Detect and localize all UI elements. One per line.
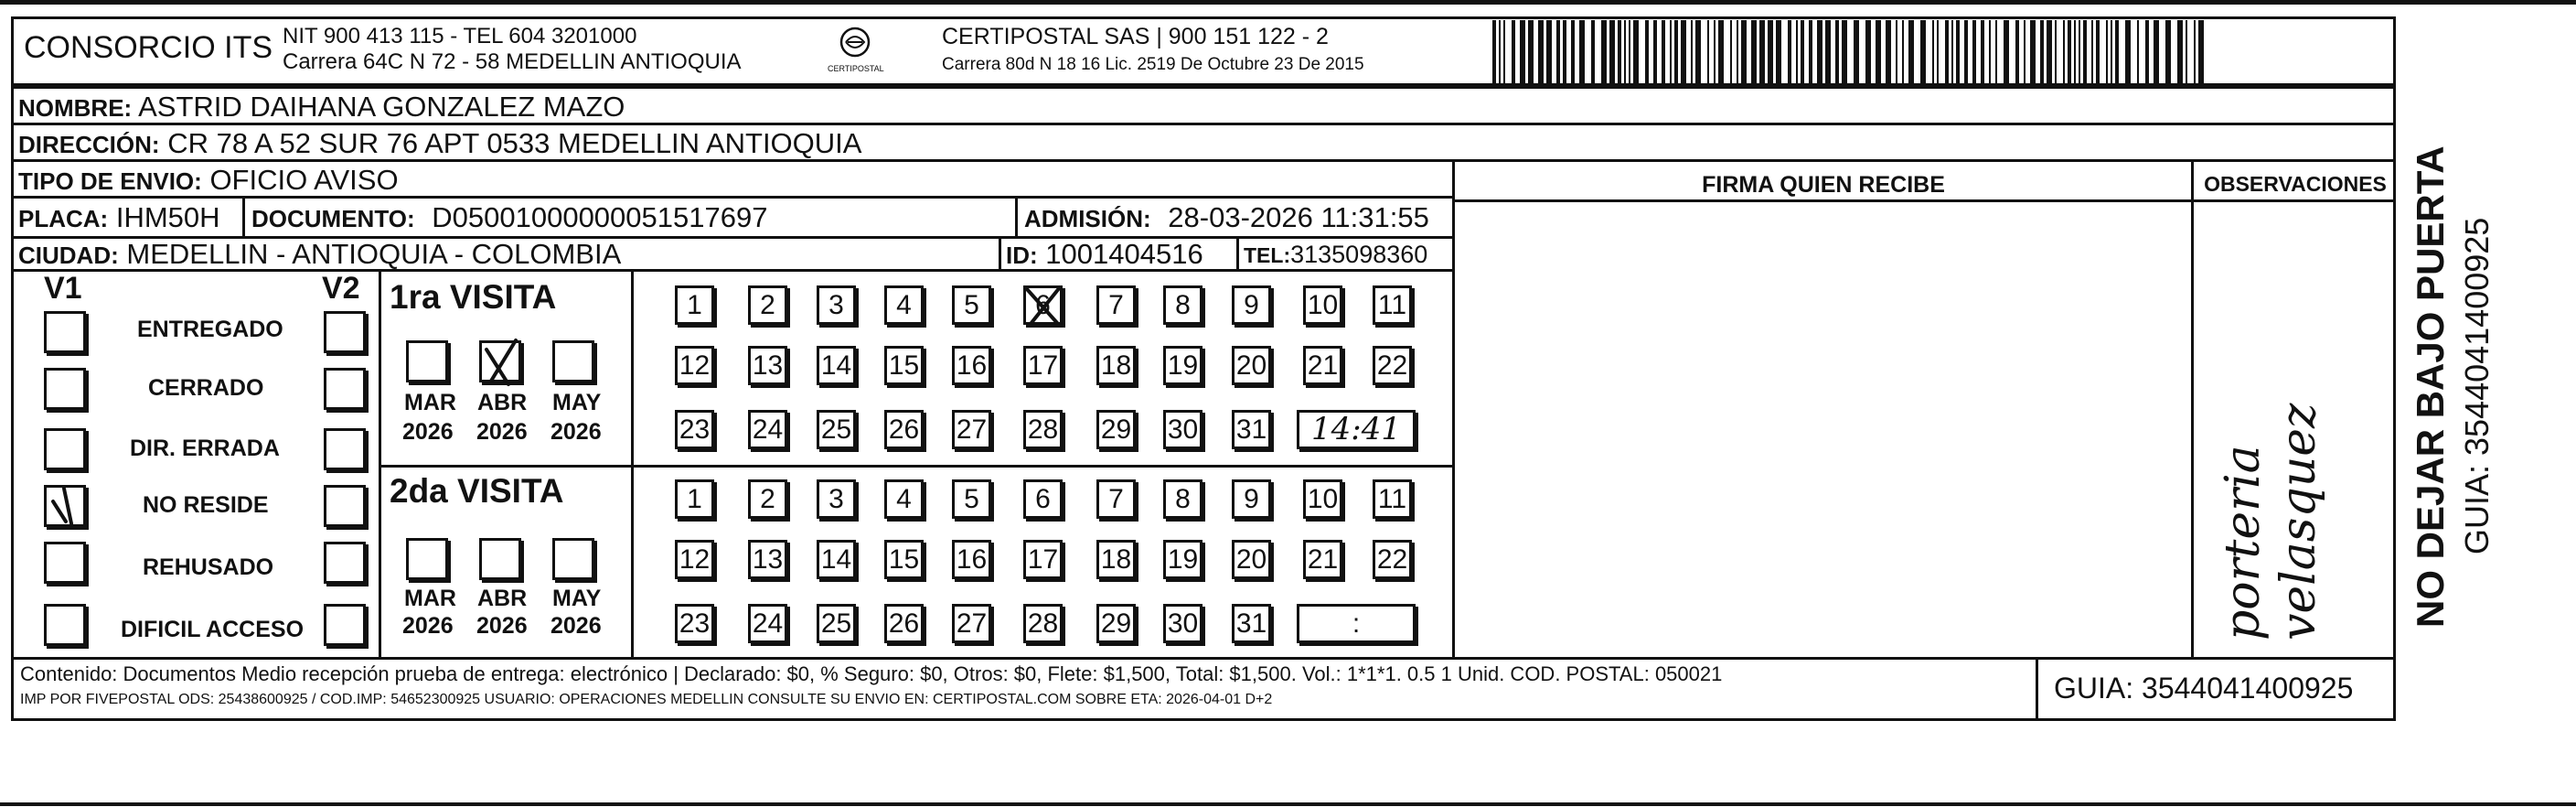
barcode-bar	[1896, 20, 1897, 84]
visita1-day-27-box[interactable]: 27	[952, 410, 991, 449]
barcode-bar	[1809, 20, 1812, 84]
barcode-bar	[2177, 20, 2183, 84]
col-obs-left	[2191, 161, 2194, 659]
no-dejar-bajo-puerta: NO DEJAR BAJO PUERTA	[2409, 145, 2452, 628]
visita2-day-26-box[interactable]: 26	[884, 604, 924, 643]
barcode-bar	[1937, 20, 1939, 84]
v2-rehusado-checkbox[interactable]	[324, 542, 366, 584]
visita1-time-box[interactable]: 14:41	[1297, 410, 1416, 449]
barcode-bar	[1989, 20, 1991, 84]
barcode-bar	[1591, 20, 1595, 84]
col-placa	[242, 198, 245, 238]
visita1-day-12-box[interactable]: 12	[675, 346, 714, 385]
visita1-day-31-box[interactable]: 31	[1232, 410, 1271, 449]
barcode-bar	[1624, 20, 1626, 84]
visita2-month-mar: MAR	[404, 586, 456, 611]
visita1-day-7-box[interactable]: 7	[1096, 285, 1136, 325]
visita1-day-9-box[interactable]: 9	[1232, 285, 1271, 325]
barcode-bar	[1618, 20, 1621, 84]
barcode-bar	[1759, 20, 1765, 84]
col-id	[999, 238, 1001, 271]
visita2-day-19-box[interactable]: 19	[1163, 540, 1202, 579]
col-footer-guia	[2036, 659, 2038, 721]
visita1-day-30-box[interactable]: 30	[1163, 410, 1202, 449]
visita1-mar-checkbox[interactable]	[406, 340, 448, 382]
barcode-bar	[2015, 20, 2019, 84]
no-reside-label: NO RESIDE	[143, 492, 269, 518]
visita2-day-1-box[interactable]: 1	[675, 479, 714, 519]
barcode-bar	[1932, 20, 1934, 84]
visita1-may-checkbox[interactable]	[552, 340, 594, 382]
side-guia: GUIA: 3544041400925	[2458, 217, 2496, 554]
barcode-bar	[1499, 20, 1501, 84]
visita2-day-3-box[interactable]: 3	[817, 479, 856, 519]
visita1-month-mar: MAR	[404, 390, 456, 415]
visita2-month-may: MAY	[552, 586, 602, 611]
direccion-value: CR 78 A 52 SUR 76 APT 0533 MEDELLIN ANTIOQUIA	[167, 127, 862, 159]
visita2-abr-checkbox[interactable]	[479, 538, 521, 580]
visita2-day-28-box[interactable]: 28	[1023, 604, 1063, 643]
ciudad-row	[18, 238, 621, 271]
visita2-day-13-box[interactable]: 13	[748, 540, 787, 579]
visita2-mar-checkbox[interactable]	[406, 538, 448, 580]
id-label: ID:	[1006, 242, 1038, 269]
dir-errada-label: DIR. ERRADA	[130, 436, 280, 461]
barcode-bar	[1714, 20, 1716, 84]
visita1-title: 1ra VISITA	[390, 278, 557, 316]
barcode-bar	[1956, 20, 1960, 84]
visita1-year-may: 2026	[550, 419, 602, 445]
visita2-day-17-box[interactable]: 17	[1023, 540, 1063, 579]
v1-dir-errada-checkbox[interactable]	[44, 428, 86, 470]
visita2-day-29-box[interactable]: 29	[1096, 604, 1136, 643]
barcode-bar	[1579, 20, 1585, 84]
visita2-day-31-box[interactable]: 31	[1232, 604, 1271, 643]
barcode-bar	[1601, 20, 1607, 84]
visita1-day-24-box[interactable]: 24	[748, 410, 787, 449]
nombre-value: ASTRID DAIHANA GONZALEZ MAZO	[138, 91, 625, 123]
barcode-bar	[2186, 20, 2187, 84]
barcode-bar	[1492, 20, 1496, 84]
barcode-bar	[2074, 20, 2076, 84]
certipostal-logo-text: CERTIPOSTAL	[828, 64, 884, 73]
documento-value: D05001000000051517697	[432, 201, 768, 233]
visita1-day-15-box[interactable]: 15	[884, 346, 924, 385]
nombre-row	[18, 91, 625, 124]
barcode-bar	[1945, 20, 1949, 84]
barcode-bar	[2115, 20, 2119, 84]
v1-label: V1	[44, 271, 82, 306]
barcode-bar	[1718, 20, 1724, 84]
barcode-bar	[1972, 20, 1976, 84]
top-border	[0, 0, 2576, 5]
visita1-day-1-box[interactable]: 1	[675, 285, 714, 325]
visita1-day-6-box[interactable]: 6	[1023, 285, 1063, 325]
v1-dificil-acceso-checkbox[interactable]	[44, 604, 86, 646]
firma-header: FIRMA QUIEN RECIBE	[1702, 172, 1945, 198]
direccion-label: DIRECCIÓN:	[18, 131, 160, 158]
barcode-bar	[2125, 20, 2131, 84]
barcode-bar	[1776, 20, 1781, 84]
barcode-bar	[2145, 20, 2149, 84]
admision-label: ADMISIÓN:	[1024, 205, 1151, 232]
visita2-title: 2da VISITA	[390, 472, 564, 510]
barcode-bar	[1653, 20, 1657, 84]
v2-dificil-acceso-checkbox[interactable]	[324, 604, 366, 646]
barcode-bar	[2024, 20, 2026, 84]
barcode-bar	[2055, 20, 2057, 84]
visita1-year-abr: 2026	[476, 419, 528, 445]
ciudad-label: CIUDAD:	[18, 242, 119, 269]
visita1-day-21-box[interactable]: 21	[1303, 346, 1342, 385]
v2-label: V2	[322, 271, 360, 306]
rule-firma-header	[1454, 199, 2396, 202]
visita1-day-22-box[interactable]: 22	[1373, 346, 1412, 385]
barcode-bar	[2111, 20, 2112, 84]
rule-visita-split	[380, 465, 1454, 468]
visita1-day-2-box[interactable]: 2	[748, 285, 787, 325]
nombre-label: NOMBRE:	[18, 94, 133, 122]
barcode-bar	[1571, 20, 1575, 84]
barcode-bar	[1964, 20, 1968, 84]
barcode-bar	[2030, 20, 2036, 84]
barcode-bar	[2040, 20, 2044, 84]
v2-no-reside-checkbox[interactable]	[324, 485, 366, 527]
barcode-bar	[1865, 20, 1871, 84]
barcode-bar	[2165, 20, 2171, 84]
visita1-year-mar: 2026	[402, 419, 454, 445]
barcode-bar	[1662, 20, 1665, 84]
visita2-day-14-box[interactable]: 14	[817, 540, 856, 579]
visita2-year-may: 2026	[550, 613, 602, 639]
barcode-bar	[2079, 20, 2080, 84]
tel-row	[1244, 241, 1427, 269]
barcode-bar	[1951, 20, 1953, 84]
visita2-day-7-box[interactable]: 7	[1096, 479, 1136, 519]
company-nit: NIT 900 413 115 - TEL 604 3201000	[283, 24, 637, 48]
barcode-bar	[1908, 20, 1914, 84]
visita2-day-24-box[interactable]: 24	[748, 604, 787, 643]
visita1-day-28-box[interactable]: 28	[1023, 410, 1063, 449]
v1-no-reside-check-mark-icon	[44, 481, 90, 529]
barcode-bar	[1886, 20, 1891, 84]
id-value: 1001404516	[1045, 238, 1203, 270]
visita1-abr-check-mark-icon	[476, 335, 529, 388]
barcode-bar	[1796, 20, 1798, 84]
visita1-day-4-box[interactable]: 4	[884, 285, 924, 325]
barcode-bar	[1842, 20, 1847, 84]
visita2-day-21-box[interactable]: 21	[1303, 540, 1342, 579]
courier-address: Carrera 80d N 18 16 Lic. 2519 De Octubre 23 De 2015	[942, 55, 1364, 74]
entregado-label: ENTREGADO	[137, 317, 283, 342]
visita2-year-mar: 2026	[402, 613, 454, 639]
visita2-day-16-box[interactable]: 16	[952, 540, 991, 579]
rehusado-label: REHUSADO	[143, 554, 274, 580]
tipo-value: OFICIO AVISO	[209, 164, 399, 196]
barcode-bar	[2068, 20, 2071, 84]
visita2-day-2-box[interactable]: 2	[748, 479, 787, 519]
id-row	[1006, 238, 1203, 271]
barcode-bar	[1751, 20, 1757, 84]
barcode-bar	[1981, 20, 1984, 84]
barcode-bar	[1737, 20, 1738, 84]
visita1-day-13-box[interactable]: 13	[748, 346, 787, 385]
placa-row	[18, 201, 220, 234]
footer-imp: IMP POR FIVEPOSTAL ODS: 25438600925 / COD.IMP: 54652300925 USUARIO: OPERACIONES MEDELLIN CONSULTE SU ENVIO EN: CERTIPOSTAL.COM SOBRE ETA: 2026-04-01 D+2	[20, 692, 1273, 707]
visita2-day-12-box[interactable]: 12	[675, 540, 714, 579]
barcode-bar	[1854, 20, 1859, 84]
barcode-bar	[2106, 20, 2108, 84]
barcode-bar	[1512, 20, 1515, 84]
documento-row	[251, 201, 767, 234]
barcode-bar	[1629, 20, 1630, 84]
barcode-bar	[2083, 20, 2087, 84]
barcode-bar	[1546, 20, 1552, 84]
cerrado-label: CERRADO	[148, 375, 264, 401]
direccion-row	[18, 127, 861, 160]
admision-value: 28-03-2026 11:31:55	[1168, 201, 1429, 233]
visita1-day-3-box[interactable]: 3	[817, 285, 856, 325]
barcode-bar	[1609, 20, 1615, 84]
visita1-day-23-box[interactable]: 23	[675, 410, 714, 449]
barcode-bar	[2004, 20, 2009, 84]
visita2-day-6-box[interactable]: 6	[1023, 479, 1063, 519]
visita1-day-17-box[interactable]: 17	[1023, 346, 1063, 385]
barcode-bar	[1768, 20, 1773, 84]
bottom-border	[0, 802, 2576, 806]
visita2-day-10-box[interactable]: 10	[1303, 479, 1342, 519]
barcode-bar	[1902, 20, 1904, 84]
barcode-bar	[1825, 20, 1831, 84]
visita1-day-8-box[interactable]: 8	[1163, 285, 1202, 325]
barcode-bar	[1801, 20, 1804, 84]
barcode-bar	[1503, 20, 1505, 84]
v2-dir-errada-checkbox[interactable]	[324, 428, 366, 470]
company-name: CONSORCIO ITS	[24, 30, 273, 65]
barcode-bar	[2137, 20, 2139, 84]
barcode-bar	[1695, 20, 1701, 84]
barcode-bar	[1681, 20, 1686, 84]
visita2-month-abr: ABR	[477, 586, 528, 611]
barcode-bar	[1730, 20, 1732, 84]
barcode-bar	[1528, 20, 1534, 84]
visita1-day-19-box[interactable]: 19	[1163, 346, 1202, 385]
barcode	[1492, 20, 2211, 84]
barcode-bar	[1741, 20, 1747, 84]
placa-label: PLACA:	[18, 205, 109, 232]
v2-cerrado-checkbox[interactable]	[324, 368, 366, 410]
visita1-day-11-box[interactable]: 11	[1373, 285, 1412, 325]
footer-guia: GUIA: 3544041400925	[2054, 672, 2354, 705]
visita2-day-22-box[interactable]: 22	[1373, 540, 1412, 579]
visita2-day-23-box[interactable]: 23	[675, 604, 714, 643]
visita2-time-box[interactable]: :	[1297, 604, 1416, 643]
placa-value: IHM50H	[115, 201, 220, 233]
observaciones-handwriting-2: velasquez	[2271, 403, 2326, 640]
barcode-bar	[1538, 20, 1544, 84]
footer-contenido: Contenido: Documentos Medio recepción prueba de entrega: electrónico | Declarado: $0, % Seguro: $0, Otros: $0, Flete: $1,500, Total: $1,500. Vol.: 1*1*1. 0.5 1 Unid. COD. POSTAL: 050021	[20, 662, 1723, 685]
v2-entregado-checkbox[interactable]	[324, 311, 366, 353]
visita2-day-18-box[interactable]: 18	[1096, 540, 1136, 579]
barcode-bar	[2063, 20, 2065, 84]
col-firma-left	[1452, 161, 1455, 659]
visita1-month-abr: ABR	[477, 390, 528, 415]
v1-cerrado-checkbox[interactable]	[44, 368, 86, 410]
visita2-day-8-box[interactable]: 8	[1163, 479, 1202, 519]
visita2-day-4-box[interactable]: 4	[884, 479, 924, 519]
visita2-day-15-box[interactable]: 15	[884, 540, 924, 579]
barcode-bar	[1633, 20, 1639, 84]
company-address: Carrera 64C N 72 - 58 MEDELLIN ANTIOQUIA	[283, 49, 742, 74]
tipo-label: TIPO DE ENVIO:	[18, 167, 202, 195]
visita2-day-25-box[interactable]: 25	[817, 604, 856, 643]
dificil-acceso-label: DIFICIL ACCESO	[121, 617, 305, 642]
barcode-bar	[2096, 20, 2100, 84]
barcode-bar	[1817, 20, 1822, 84]
visita1-day-14-box[interactable]: 14	[817, 346, 856, 385]
barcode-bar	[1707, 20, 1709, 84]
col-tel	[1236, 238, 1239, 271]
visita2-day-9-box[interactable]: 9	[1232, 479, 1271, 519]
visita1-day-check-mark-icon	[1018, 280, 1069, 331]
visita1-month-may: MAY	[552, 390, 602, 415]
barcode-bar	[1645, 20, 1649, 84]
tel-label: TEL:	[1244, 243, 1291, 267]
barcode-bar	[1835, 20, 1839, 84]
barcode-bar	[1920, 20, 1926, 84]
visita1-day-29-box[interactable]: 29	[1096, 410, 1136, 449]
tel-value: 3135098360	[1290, 241, 1428, 268]
observaciones-header: OBSERVACIONES	[2204, 172, 2387, 196]
barcode-bar	[2154, 20, 2159, 84]
barcode-bar	[1556, 20, 1560, 84]
barcode-bar	[2194, 20, 2196, 84]
barcode-bar	[1995, 20, 1997, 84]
courier-name: CERTIPOSTAL SAS | 900 151 122 - 2	[942, 24, 1329, 49]
documento-label: DOCUMENTO:	[251, 205, 415, 232]
tipo-row	[18, 164, 399, 197]
observaciones-handwriting-1: porteria	[2216, 445, 2271, 640]
visita1-day-25-box[interactable]: 25	[817, 410, 856, 449]
barcode-bar	[2198, 20, 2204, 84]
visita2-day-30-box[interactable]: 30	[1163, 604, 1202, 643]
visita2-year-abr: 2026	[476, 613, 528, 639]
visita1-day-26-box[interactable]: 26	[884, 410, 924, 449]
barcode-bar	[1520, 20, 1525, 84]
barcode-bar	[2091, 20, 2093, 84]
visita2-may-checkbox[interactable]	[552, 538, 594, 580]
barcode-bar	[1788, 20, 1791, 84]
v1-entregado-checkbox[interactable]	[44, 311, 86, 353]
visita2-day-5-box[interactable]: 5	[952, 479, 991, 519]
barcode-bar	[1691, 20, 1693, 84]
visita2-day-27-box[interactable]: 27	[952, 604, 991, 643]
visita1-day-20-box[interactable]: 20	[1232, 346, 1271, 385]
barcode-bar	[1670, 20, 1672, 84]
col-admision	[1015, 198, 1018, 238]
barcode-bar	[1563, 20, 1566, 84]
visita2-day-20-box[interactable]: 20	[1232, 540, 1271, 579]
visita1-day-18-box[interactable]: 18	[1096, 346, 1136, 385]
barcode-bar	[1876, 20, 1881, 84]
ciudad-value: MEDELLIN - ANTIOQUIA - COLOMBIA	[126, 238, 622, 270]
v1-rehusado-checkbox[interactable]	[44, 542, 86, 584]
barcode-bar	[1674, 20, 1678, 84]
visita1-day-16-box[interactable]: 16	[952, 346, 991, 385]
visita2-day-11-box[interactable]: 11	[1373, 479, 1412, 519]
admision-row	[1024, 201, 1429, 234]
visita1-day-10-box[interactable]: 10	[1303, 285, 1342, 325]
visita1-day-5-box[interactable]: 5	[952, 285, 991, 325]
barcode-bar	[2047, 20, 2052, 84]
